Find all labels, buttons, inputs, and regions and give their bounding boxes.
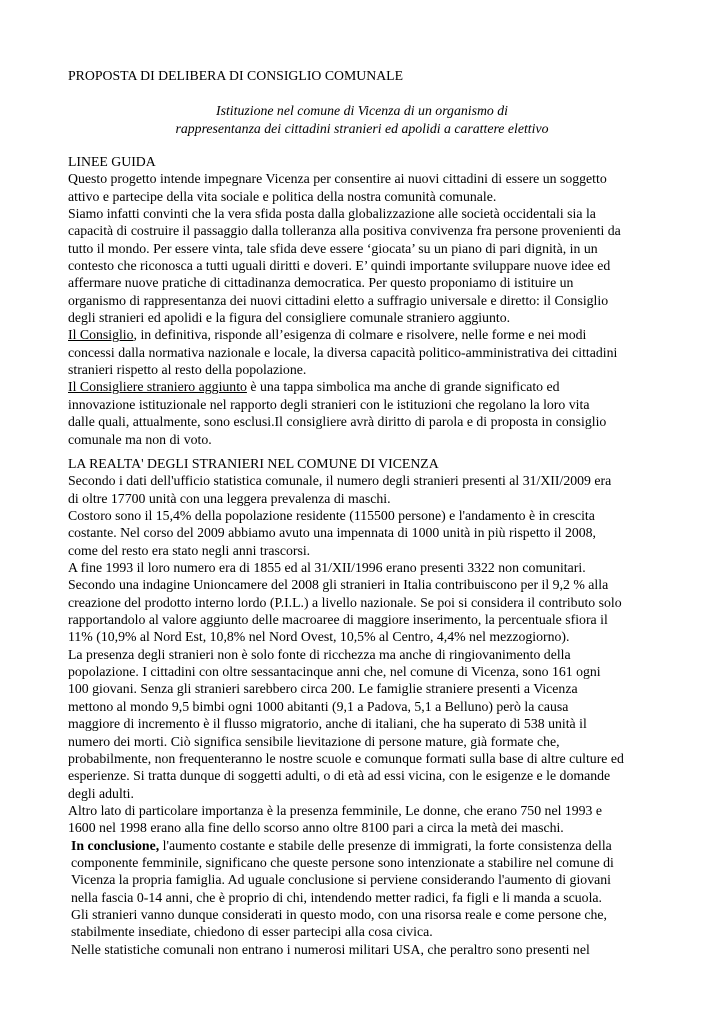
document-subtitle-line-1: Istituzione nel comune di Vicenza di un organismo di [216, 103, 508, 118]
paragraph-line: capacità di costruire il passaggio dalla tolleranza alla positiva convivenza fra persone provenienti da [68, 223, 621, 239]
paragraph-line: Costoro sono il 15,4% della popolazione residente (115500 persone) e l'andamento è in crescita [68, 508, 595, 524]
document-title: PROPOSTA DI DELIBERA DI CONSIGLIO COMUNALE [68, 68, 404, 83]
paragraph-line: La presenza degli stranieri non è solo fonte di ricchezza ma anche di ringiovanimento della [68, 646, 571, 662]
paragraph-line: attivo e partecipe della vita sociale e politica della nostra comunità comunale. [68, 188, 497, 204]
conclusion-bold-label: In conclusione, [71, 837, 160, 853]
paragraph-line: Nelle statistiche comunali non entrano i numerosi militari USA, che peraltro sono presenti nel [71, 941, 590, 957]
paragraph-line: organismo di rappresentanza dei nuovi cittadini eletto a suffragio universale e diretto: il Consiglio [68, 292, 609, 308]
paragraph-line [68, 378, 668, 395]
paragraph-line: dalle quali, attualmente, sono esclusi.Il consigliere avrà diritto di parola e di proposta in consiglio [68, 414, 607, 430]
paragraph-text: , in definitiva, risponde all’esigenza di colmare e risolvere, nelle forme e nei modi [133, 327, 587, 343]
underlined-term-consigliere: Il Consigliere straniero aggiunto [68, 379, 247, 395]
section-linee-guida [68, 153, 668, 448]
section-heading: LINEE GUIDA [68, 154, 156, 169]
paragraph-line [68, 326, 668, 343]
paragraph-line: affermare nuove pratiche di cittadinanza democratica. Per questo proponiamo di istituire un [68, 275, 574, 291]
paragraph-line: 11% (10,9% al Nord Est, 10,8% nel Nord Ovest, 10,5% al Centro, 4,4% nel mezzogiorno). [68, 629, 570, 645]
paragraph-text: è una tappa simbolica ma anche di grande significato ed [246, 379, 560, 395]
paragraph-line: di oltre 17700 unità con una leggera prevalenza di maschi. [68, 490, 391, 506]
paragraph-line: degli adulti. [68, 785, 134, 801]
paragraph-line: nella fascia 0-14 anni, che è proprio di chi, intendendo metter radici, fa figli e li manda a scuola. [71, 889, 602, 905]
paragraph-line: probabilmente, non frequenteranno le nostre scuole e comunque formati sulla base di altre culture ed [68, 750, 624, 766]
paragraph-line: maggiore di incremento è il flusso migratorio, anche di italiani, che ha superato di 538 unità il [68, 716, 587, 732]
paragraph-line: Altro lato di particolare importanza è la presenza femminile, Le donne, che erano 750 nel 1993 e [68, 802, 603, 818]
underlined-term-consiglio: Il Consiglio [68, 327, 134, 343]
paragraph-line: contesto che riconosca a tutti uguali diritti e doveri. E’ quindi importante sviluppare nuove idee ed [68, 258, 611, 274]
paragraph-line: stranieri rispetto al resto della popolazione. [68, 362, 307, 378]
paragraph-line: Vicenza la propria famiglia. Ad uguale conclusione si perviene considerando l'aumento di giovani [71, 872, 611, 888]
paragraph-line: innovazione istituzionale nel rapporto degli stranieri con le istituzioni che regolano la loro vita [68, 396, 590, 412]
document-subtitle-line-2: rappresentanza dei cittadini stranieri ed apolidi a carattere elettivo [175, 121, 549, 136]
section-realta-stranieri [68, 455, 668, 958]
paragraph-line: Questo progetto intende impegnare Vicenza per consentire ai nuovi cittadini di essere un soggetto [68, 171, 607, 187]
paragraph-line: 100 giovani. Senza gli stranieri sarebbero circa 200. Le famiglie straniere presenti a Vicenza [68, 681, 578, 697]
paragraph-line: popolazione. I cittadini con oltre sessantacinque anni che, nel comune di Vicenza, sono 161 ogni [68, 664, 601, 680]
paragraph-line: A fine 1993 il loro numero era di 1855 ed al 31/XII/1996 erano presenti 3322 non comunitari. [68, 560, 586, 576]
section-heading: LA REALTA' DEGLI STRANIERI NEL COMUNE DI VICENZA [68, 456, 439, 471]
paragraph-line: tutto il mondo. Per essere vinta, tale sfida deve essere ‘giocata’ su un piano di pari dignità, in un [68, 240, 598, 256]
paragraph-line: 1600 nel 1998 erano alla fine dello scorso anno oltre 8100 pari a circa la metà dei maschi. [68, 820, 564, 836]
paragraph-line: concessi dalla normativa nazionale e locale, la diversa capacità politico-amministrativa dei cittadini [68, 344, 618, 360]
paragraph-line: Gli stranieri vanno dunque considerati in questo modo, con una risorsa reale e come persone che, [71, 906, 607, 922]
paragraph-line: stabilmente insediate, chiedono di esser partecipi alla cosa civica. [71, 924, 433, 940]
paragraph-line: esperienze. Si tratta dunque di soggetti adulti, o di età ad essi vicina, con le esigenze e le domande [68, 768, 611, 784]
paragraph-line: degli stranieri ed apolidi e la figura del consigliere comunale straniero aggiunto. [68, 310, 511, 326]
paragraph-line: costante. Nel corso del 2009 abbiamo avuto una impennata di 1000 unità in più rispetto il 2008, [68, 525, 597, 541]
paragraph-line: mettono al mondo 9,5 bimbi ogni 1000 abitanti (9,1 a Padova, 5,1 a Belluno) però la causa [68, 698, 569, 714]
conclusion-line [68, 837, 668, 854]
paragraph-line: comunale ma non di voto. [68, 431, 212, 447]
paragraph-line: Secondo una indagine Unioncamere del 2008 gli stranieri in Italia contribuiscono per il 9,2 % alla [68, 577, 609, 593]
paragraph-line: numero dei morti. Ciò significa sensibile lievitazione di persone mature, già formate che, [68, 733, 560, 749]
paragraph-line: come del resto era stato negli anni trascorsi. [68, 542, 311, 558]
paragraph-line: rapportandolo al valore aggiunto delle macroaree di maggiore inserimento, la percentuale sfiora il [68, 612, 608, 628]
paragraph-line: Secondo i dati dell'ufficio statistica comunale, il numero degli stranieri presenti al 31/XII/2009 era [68, 473, 612, 489]
paragraph-text: l'aumento costante e stabile delle presenze di immigrati, la forte consistenza della [159, 837, 612, 853]
paragraph-line: creazione del prodotto interno lordo (P.I.L.) a livello nazionale. Se poi si considera il contributo solo [68, 594, 622, 610]
paragraph-line: Siamo infatti convinti che la vera sfida posta dalla globalizzazione alle società occidentali sia la [68, 206, 596, 222]
paragraph-line: componente femminile, significano che queste persone sono intenzionate a stabilire nel comune di [71, 854, 614, 870]
